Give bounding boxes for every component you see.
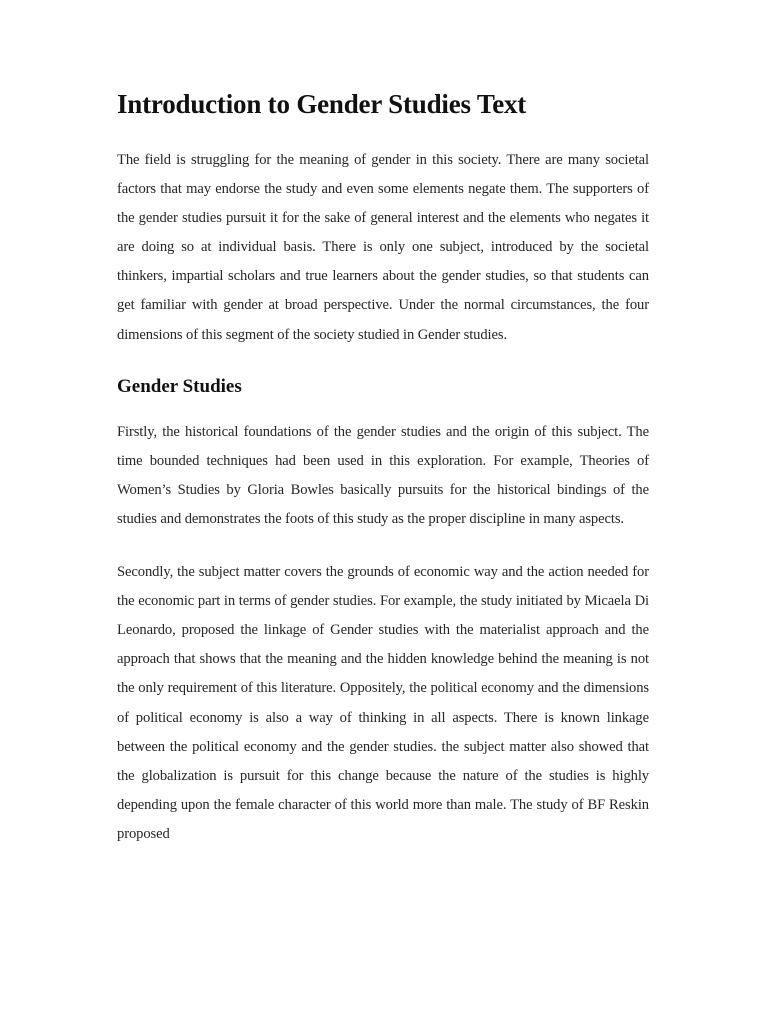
body-paragraph: Secondly, the subject matter covers the grounds of economic way and the action needed for the economic part in terms of gender studies. For example, the study initiated by Micaela Di Leonardo, proposed the linkage of Gender studies with the materialist approach and the approach that shows that the meaning and the hidden knowledge behind the meaning is not the only requirement of this literature. Oppositely, the political economy and the dimensions of political economy is also a way of thinking in all aspects. There is known linkage between the political economy and the gender studies. the subject matter also showed that the globalization is pursuit for this change because the nature of the studies is highly depending upon the female character of this world more than male. The study of BF Reskin proposed bbox=[117, 564, 649, 842]
document-body bbox=[117, 86, 649, 849]
body-paragraph: Firstly, the historical foundations of the gender studies and the origin of this subject. The time bounded techniques had been used in this exploration. For example, Theories of Women’s Studies by Gloria Bowles basically pursuits for the historical bindings of the studies and demonstrates the foots of this study as the proper discipline in many aspects. bbox=[117, 423, 649, 527]
section-heading: Gender Studies bbox=[117, 375, 242, 397]
intro-paragraph: The field is struggling for the meaning of gender in this society. There are many societal factors that may endorse the study and even some elements negate them. The supporters of the gender studies pursuit it for the sake of general interest and the elements who negates it are doing so at individual basis. There is only one subject, introduced by the societal thinkers, impartial scholars and true learners about the gender studies, so that students can get familiar with gender at broad perspective. Under the normal circumstances, the four dimensions of this segment of the society studied in Gender studies. bbox=[117, 152, 649, 343]
document-title: Introduction to Gender Studies Text bbox=[117, 89, 527, 119]
